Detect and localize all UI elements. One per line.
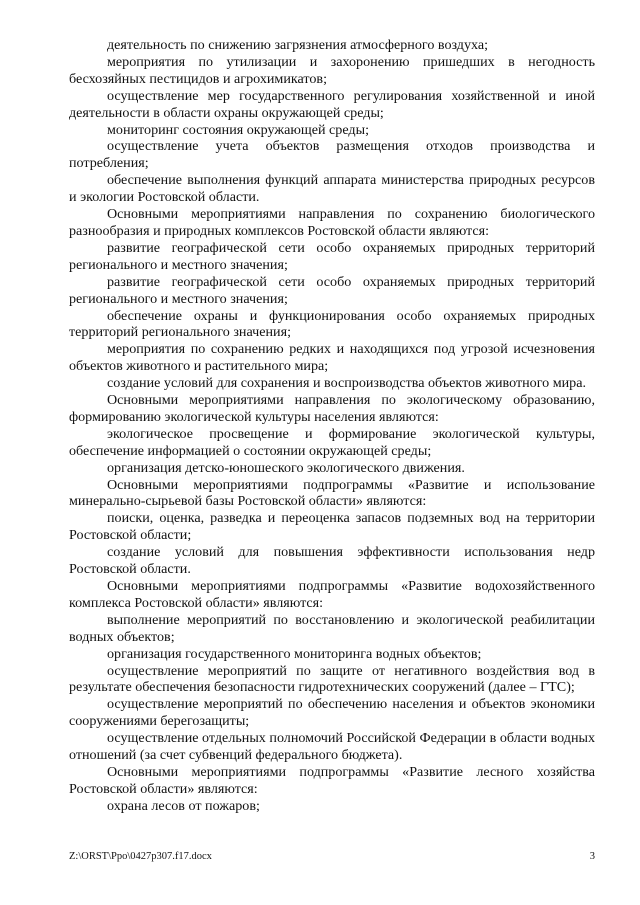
paragraph: поиски, оценка, разведка и переоценка запасов подземных вод на территории Ростовской области; xyxy=(69,510,595,544)
paragraph: экологическое просвещение и формирование экологической культуры, обеспечение информацией о состоянии окружающей среды; xyxy=(69,425,595,459)
paragraph: Основными мероприятиями направления по экологическому образованию, формированию экологической культуры населения являются: xyxy=(69,392,595,425)
paragraph: осуществление мероприятий по защите от негативного воздействия вод в результате обеспечения безопасности гидротехнических сооружений (далее – ГТС); xyxy=(69,662,595,696)
paragraph: обеспечение охраны и функционирования особо охраняемых природных территорий регионального значения; xyxy=(69,307,595,341)
paragraph: развитие географической сети особо охраняемых природных территорий регионального и местного значения; xyxy=(69,239,595,273)
paragraph: организация детско-юношеского экологического движения. xyxy=(107,459,465,476)
paragraph: Основными мероприятиями подпрограммы «Развитие лесного хозяйства Ростовской области» являются: xyxy=(69,763,595,797)
paragraph: охрана лесов от пожаров; xyxy=(107,797,260,814)
paragraph: мониторинг состояния окружающей среды; xyxy=(107,121,369,138)
document-body xyxy=(69,37,595,815)
paragraph: создание условий для сохранения и воспроизводства объектов животного мира. xyxy=(107,375,587,392)
footer-file-path: Z:\ORST\Ppo\0427p307.f17.docx xyxy=(69,851,212,862)
paragraph: Основными мероприятиями направления по сохранению биологического разнообразия и природных комплексов Ростовской области являются: xyxy=(69,206,595,239)
paragraph: осуществление мероприятий по обеспечению населения и объектов экономики сооружениями берегозащиты; xyxy=(69,696,595,730)
page-number: 3 xyxy=(589,851,595,862)
paragraph: деятельность по снижению загрязнения атмосферного воздуха; xyxy=(107,37,489,53)
paragraph: осуществление учета объектов размещения отходов производства и потребления; xyxy=(69,138,595,172)
paragraph: развитие географической сети особо охраняемых природных территорий регионального и местного значения; xyxy=(69,273,595,307)
paragraph: осуществление отдельных полномочий Российской Федерации в области водных отношений (за счет субвенций федерального бюджета). xyxy=(69,730,595,764)
paragraph: мероприятия по сохранению редких и находящихся под угрозой исчезновения объектов животного и растительного мира; xyxy=(69,341,595,375)
paragraph: выполнение мероприятий по восстановлению и экологической реабилитации водных объектов; xyxy=(69,611,595,645)
paragraph: организация государственного мониторинга водных объектов; xyxy=(107,645,482,662)
paragraph: Основными мероприятиями подпрограммы «Развитие водохозяйственного комплекса Ростовской области» являются: xyxy=(69,578,595,611)
paragraph: обеспечение выполнения функций аппарата министерства природных ресурсов и экологии Ростовской области. xyxy=(69,172,595,206)
paragraph: создание условий для повышения эффективности использования недр Ростовской области. xyxy=(69,544,595,578)
paragraph: осуществление мер государственного регулирования хозяйственной и иной деятельности в области охраны окружающей среды; xyxy=(69,87,595,121)
paragraph: Основными мероприятиями подпрограммы «Развитие и использование минерально-сырьевой базы Ростовской области» являются: xyxy=(69,476,595,510)
paragraph: мероприятия по утилизации и захоронению пришедших в негодность бесхозяйных пестицидов и агрохимикатов; xyxy=(69,53,595,87)
